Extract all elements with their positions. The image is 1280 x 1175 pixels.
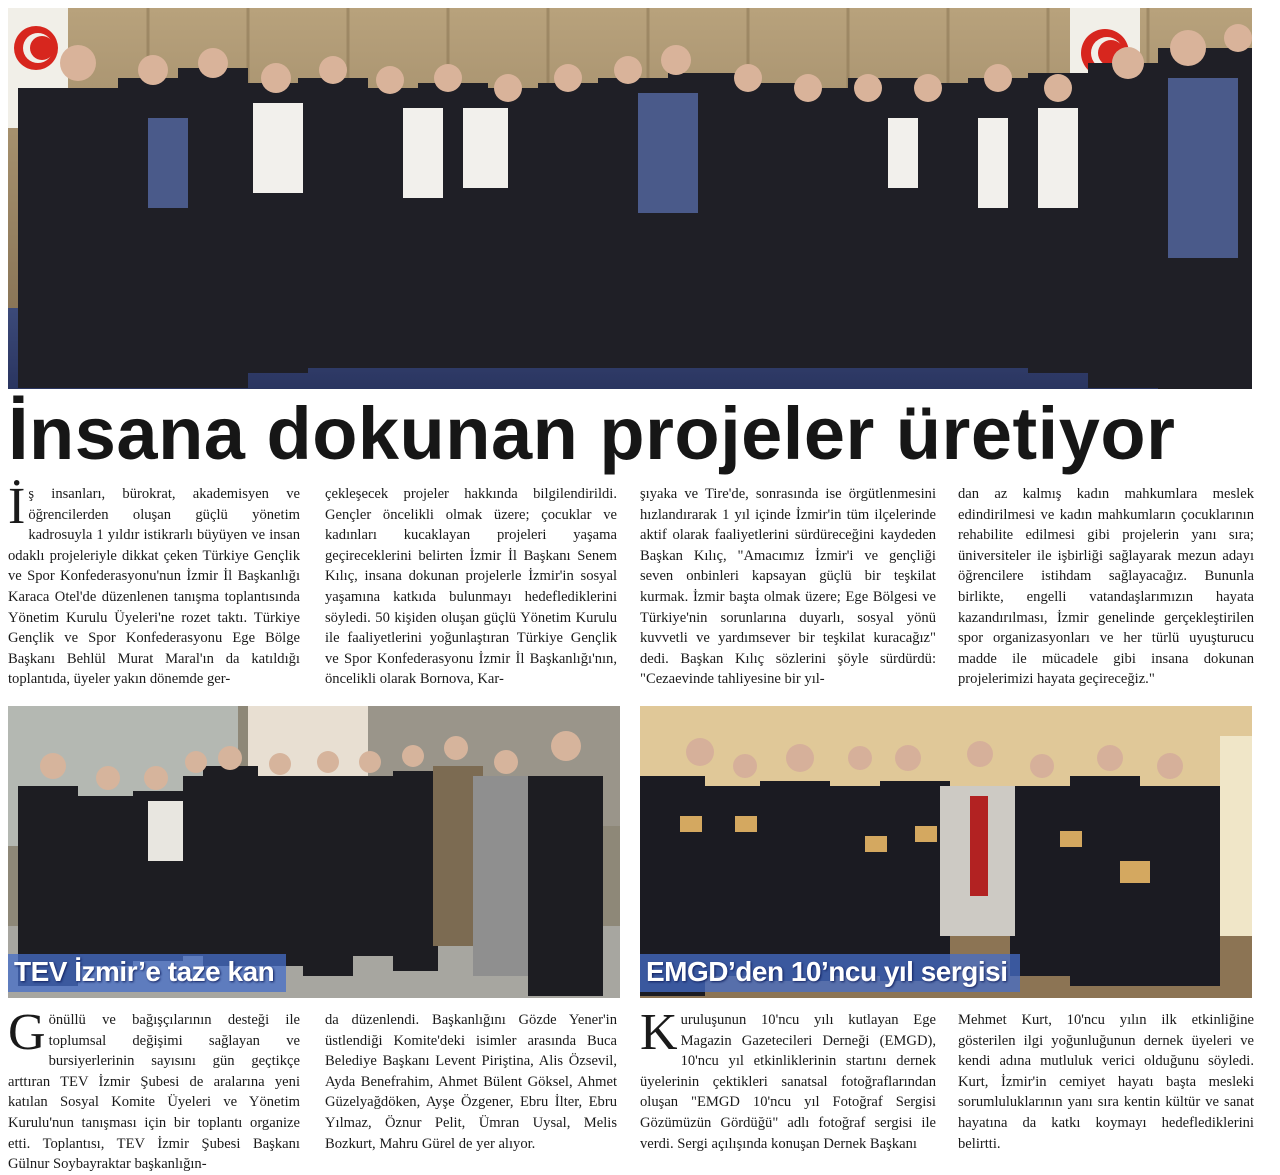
emgd-caption: EMGD’den 10’ncu yıl sergisi	[640, 954, 1020, 992]
tev-caption: TEV İzmir’e taze kan	[8, 954, 286, 992]
emgd-article-dropcap: K	[640, 1004, 678, 1061]
emgd-article-text-1: uruluşunun 10'ncu yılı kutlayan Ege Magazin Gazetecileri Derneği (EMGD), 10'ncu yıl etkinliklerinin startını dernek üyelerinin çektikleri sanatsal fotoğraflarından oluşan "EMGD 10'ncu yıl Fotoğraf Sergisi Gözümüzün Gördüğü" adlı fotoğraf sergisi ile verdi. Sergi açılışında konuşan Dernek Başkanı	[640, 1012, 936, 1152]
tev-article-col-1	[8, 1004, 300, 1175]
tev-article-dropcap: G	[8, 1004, 46, 1061]
main-article-col-2: çekleşecek projeler hakkında bilgilendirildi. Gençler öncelikli olmak üzere; çocuklar ve kadınları kucaklayan projeleri yaşama geçireceklerini belirten İzmir İl Başkanı Senem Kılıç, insana dokunan projelerle İzmir'in sosyal yaşamına katkıda bulunmayı hedeflediklerini söyledi. 50 kişiden oluşan güçlü Yönetim Kurulu ile faaliyetlerini yoğunlaştıran Türkiye Gençlik ve Spor Konfederasyonu İzmir İl Başkanlığı'nın, öncelikli olarak Bornova, Kar-	[325, 486, 617, 688]
emgd-article-col-2: Mehmet Kurt, 10'ncu yılın ilk etkinliğine gösterilen ilgi yoğunluğunun dernek üyeleri ve kendi adına mutluluk verici olduğunu söyledi. Kurt, İzmir'in cemiyet hayatı başta mesleki sorumluluklarının yanı sıra kentin kültür ve sanat hayatına da katkı koymayı hedeflediklerini belirtti.	[958, 1012, 1254, 1152]
tev-article-text-1: önüllü ve bağışçılarının desteği ile toplumsal değişimi sağlayan ve bursiyerlerinin sayısını gün geçtikçe arttıran TEV İzmir Şubesi de aralarına yeni katılan Sosyal Komite Üyeleri ve Yönetim Kurulu'nun tanışması için bir toplantı organize etti. Toplantısı, TEV İzmir Şubesi Başkanı Gülnur Soybayraktar başkanlığın-	[8, 1012, 300, 1173]
main-article-col-3: şıyaka ve Tire'de, sonrasında ise örgütlenmesini hızlandırarak 1 yıl içinde İzmir'in tüm ilçelerinde aktif olarak faaliyetlerini sürdüreceğini kaydeden Başkan Kılıç, "Amacımız İzmir'i ve gençliği seven onbinleri kapsayan güçlü bir teşkilat kurmak. İzmir başta olmak üzere; Ege Bölgesi ve Türkiye'nin sorunlarına duyarlı, sosyal yönü kuvvetli ve yardımsever bir teşkilat kuracağız" dedi. Başkan Kılıç sözlerini şöyle sürdürdü: "Cezaevinde tahliyesine bir yıl-	[640, 486, 936, 688]
emgd-article-col-1	[640, 1004, 936, 1154]
group-photo-main	[8, 8, 1252, 389]
main-article-col-4: dan az kalmış kadın mahkumlara meslek edindirilmesi ve kadın mahkumların çocuklarının rehabilite edilmesi gibi projelerin yanı sıra; üniversiteler ile işbirliği sağlayarak mezun adayı öğrencilere istihdam sağlayacağız. Bununla birlikte, engelli vatandaşlarımızın hayata kazandırılması, İzmir genelinde gerçekleştirilen spor organizasyonları ve her türlü uyuşturucu madde ile mücadele gibi insana dokunan projelerimizi hayata geçireceğiz."	[958, 486, 1254, 688]
main-article-dropcap: İ	[8, 478, 26, 535]
main-article-col-1	[8, 478, 300, 690]
main-article-text-1: ş insanları, bürokrat, akademisyen ve öğrencilerden oluşan güçlü yönetim kadrosuyla 1 yıldır istikrarlı büyüyen ve insan odaklı projeleriyle dikkat çeken Türkiye Gençlik ve Spor Konfederasyonu'nun İzmir İl Başkanlığı Karaca Otel'de düzenlenen tanışma toplantısında Yönetim Kurulu Üyeleri'ne rozet taktı. Türkiye Gençlik ve Spor Konfederasyonu Ege Bölge Başkanı Behlül Murat Maral'ın da katıldığı toplantıda, üyeler yakın dönemde ger-	[8, 486, 300, 688]
tev-article-col-2: da düzenlendi. Başkanlığını Gözde Yener'in üstlendiği Komite'deki isimler arasında Buca Belediye Başkanı Levent Piriştina, Alis Özsevil, Ayda Benefrahim, Ahmet Bülent Göksel, Ahmet Güzelyağdöken, Ayşe Özgener, Ebru İlter, Ebru Yılmaz, Öznur Pelit, Ümran Uysal, Melis Bozkurt, Mahru Gürel de yer alıyor.	[325, 1012, 617, 1152]
headline: İnsana dokunan projeler üretiyor	[8, 392, 1176, 475]
